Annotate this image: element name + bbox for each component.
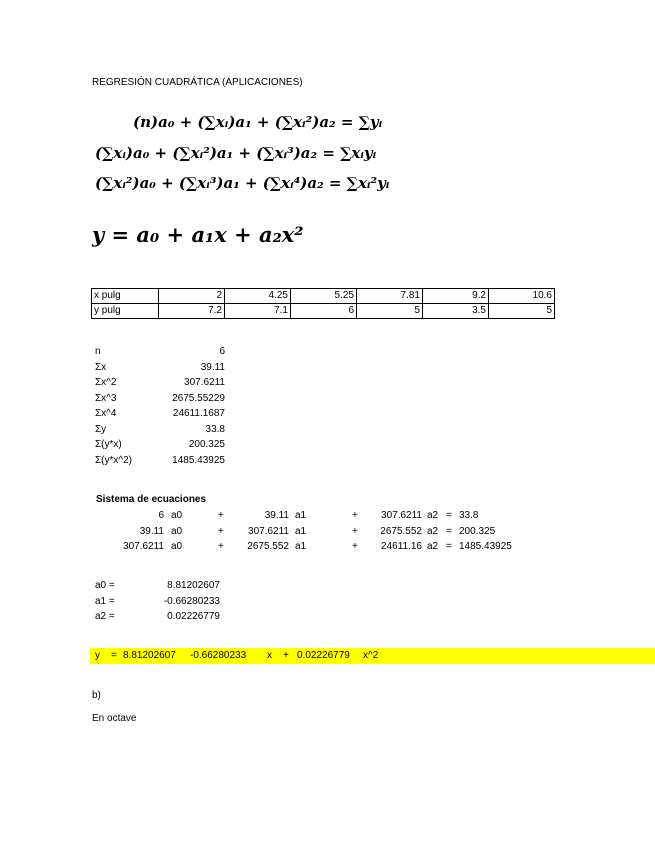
- data-table: [91, 288, 555, 319]
- normal-equation-1: (n)a₀ + (∑xᵢ)a₁ + (∑xᵢ²)a₂ = ∑yᵢ: [133, 113, 383, 131]
- system-title: Sistema de ecuaciones: [96, 494, 207, 505]
- list-item: [95, 596, 220, 612]
- result-a2: 0.02226779: [297, 650, 350, 661]
- sums-list: [95, 346, 225, 470]
- sum-value: 39.11: [200, 361, 225, 373]
- coef-a0: 307.6211: [123, 541, 164, 552]
- coef-a1: 2675.552: [247, 541, 289, 552]
- table-cell: 10.6: [489, 289, 555, 304]
- equation-row: [0, 526, 655, 541]
- table-cell: 7.1: [225, 304, 291, 319]
- coef-a2: 2675.552: [380, 525, 422, 537]
- list-item: [95, 580, 220, 596]
- list-item: [95, 393, 225, 409]
- rhs-value: 33.8: [459, 510, 479, 521]
- table-cell: 3.5: [423, 304, 489, 319]
- table-row: [92, 289, 555, 304]
- list-item: [95, 611, 220, 627]
- table-cell: 2: [159, 289, 225, 304]
- sum-label: Σx^2: [95, 377, 117, 388]
- var-a1: a1: [295, 541, 307, 552]
- table-cell: 5: [489, 304, 555, 319]
- sum-label: Σx^4: [95, 408, 117, 419]
- var-a1: a1: [295, 525, 307, 537]
- coef-label: a1 =: [95, 595, 115, 607]
- sum-label: Σ(y*x): [95, 439, 122, 450]
- var-a0: a0: [171, 541, 183, 552]
- var-a0: a0: [171, 525, 183, 537]
- sum-label: Σ(y*x^2): [95, 454, 132, 466]
- coef-a1: 39.11: [264, 510, 289, 521]
- sum-label: n: [95, 346, 101, 357]
- sum-label: Σx: [95, 361, 107, 373]
- row-label: x pulg: [92, 289, 159, 304]
- equation-row: [0, 541, 655, 556]
- list-item: [95, 424, 225, 440]
- var-a2: a2: [427, 510, 439, 521]
- result-a1: -0.66280233: [190, 650, 247, 661]
- sum-value: 200.325: [188, 439, 225, 450]
- table-row: [92, 304, 555, 319]
- table-cell: 7.2: [159, 304, 225, 319]
- octave-label: En octave: [92, 713, 137, 724]
- section-b-label: b): [92, 690, 101, 701]
- equals-sign: =: [446, 525, 452, 537]
- var-a1: a1: [295, 510, 307, 521]
- plus-sign: +: [352, 510, 358, 521]
- var-a0: a0: [171, 510, 183, 521]
- sum-value: 1485.43925: [172, 454, 225, 466]
- model-equation: y = a₀ + a₁x + a₂x²: [92, 222, 304, 247]
- table-cell: 7.81: [357, 289, 423, 304]
- page-title: REGRESIÓN CUADRÁTICA (APLICACIONES): [92, 77, 303, 88]
- plus-sign: +: [218, 525, 224, 537]
- coefficients-list: [95, 580, 220, 627]
- table-cell: 4.25: [225, 289, 291, 304]
- list-item: [95, 439, 225, 455]
- plus-sign: +: [352, 541, 358, 552]
- equals-sign: =: [446, 541, 452, 552]
- table-cell: 5: [357, 304, 423, 319]
- result-plus: +: [283, 650, 289, 661]
- result-equation: [90, 648, 655, 664]
- equation-row: [0, 510, 655, 525]
- list-item: [95, 346, 225, 362]
- result-y: y: [95, 650, 100, 661]
- coef-a1: 307.6211: [248, 525, 289, 537]
- result-x2: x^2: [363, 650, 379, 661]
- coef-value: 8.81202607: [167, 580, 220, 591]
- coef-label: a0 =: [95, 580, 115, 591]
- normal-equation-2: (∑xᵢ)a₀ + (∑xᵢ²)a₁ + (∑xᵢ³)a₂ = ∑xᵢyᵢ: [95, 144, 377, 162]
- sum-value: 6: [219, 346, 225, 357]
- coef-value: 0.02226779: [167, 611, 220, 622]
- var-a2: a2: [427, 541, 439, 552]
- list-item: [95, 377, 225, 393]
- coef-value: -0.66280233: [163, 595, 220, 607]
- coef-label: a2 =: [95, 611, 115, 622]
- list-item: [95, 408, 225, 424]
- sum-value: 2675.55229: [172, 392, 225, 404]
- result-equals: =: [111, 650, 117, 661]
- table-cell: 6: [291, 304, 357, 319]
- coef-a2: 24611.16: [381, 541, 422, 552]
- result-x: x: [267, 650, 272, 661]
- var-a2: a2: [427, 525, 439, 537]
- result-a0: 8.81202607: [123, 650, 176, 661]
- list-item: [95, 455, 225, 471]
- list-item: [95, 362, 225, 378]
- row-label: y pulg: [92, 304, 159, 319]
- rhs-value: 1485.43925: [459, 541, 512, 552]
- sum-value: 24611.1687: [172, 408, 225, 419]
- plus-sign: +: [218, 541, 224, 552]
- sum-label: Σx^3: [95, 392, 117, 404]
- plus-sign: +: [352, 525, 358, 537]
- plus-sign: +: [218, 510, 224, 521]
- equals-sign: =: [446, 510, 452, 521]
- table-cell: 9.2: [423, 289, 489, 304]
- coef-a2: 307.6211: [381, 510, 422, 521]
- sum-label: Σy: [95, 423, 107, 435]
- coef-a0: 6: [158, 510, 164, 521]
- rhs-value: 200.325: [459, 525, 496, 537]
- coef-a0: 39.11: [139, 525, 164, 537]
- normal-equation-3: (∑xᵢ²)a₀ + (∑xᵢ³)a₁ + (∑xᵢ⁴)a₂ = ∑xᵢ²yᵢ: [95, 174, 390, 192]
- sum-value: 307.6211: [184, 377, 225, 388]
- sum-value: 33.8: [205, 423, 225, 435]
- table-cell: 5.25: [291, 289, 357, 304]
